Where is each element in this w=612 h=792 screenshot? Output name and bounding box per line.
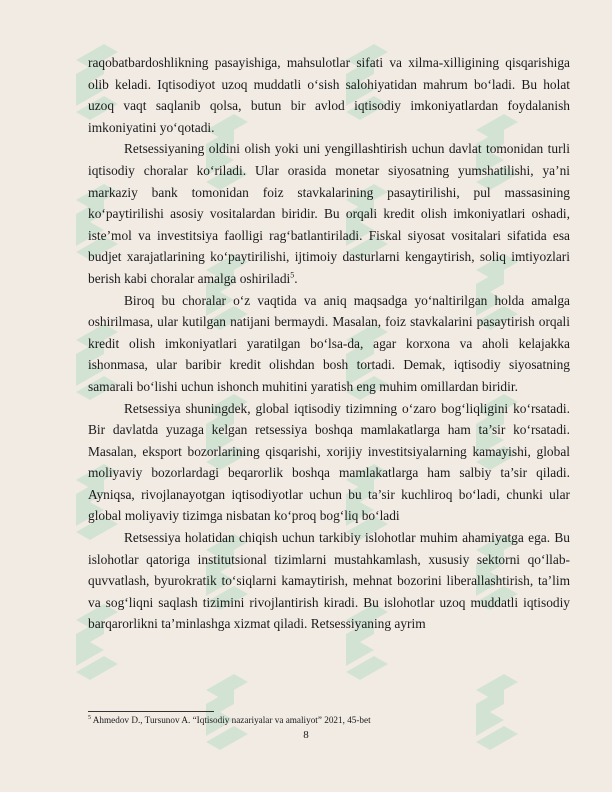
paragraph-text: Retsessiya shuningdek, global iqtisodiy tizimning o‘zaro bog‘liqligini ko‘rsatadi. Bir davlatda yuzaga kelgan retsessiya boshqa mamlakatlarga ham ta’sir ko‘rsatadi. Masalan, eksport bozorlarining qisqarishi, xorijiy investitsiyalarning kamayishi, global moliyaviy bozorlardagi beqarorlik boshqa mamlakatlarga ham salbiy ta’sir qiladi. Ayniqsa, rivojlanayotgan iqtisodiyotlar uchun bu ta’sir kuchliroq bo‘ladi, chunki ular global moliyaviy tizimga nisbatan ko‘proq bog‘liq bo‘ladi [88, 400, 570, 524]
footnote-marker: 5 [88, 714, 91, 721]
paragraph-5 [88, 527, 570, 635]
footnote-text: Ahmedov D., Tursunov A. “Iqtisodiy nazariyalar va amaliyot” 2021, 45-bet [91, 715, 371, 725]
paragraph-3 [88, 290, 570, 398]
paragraph-1 [88, 52, 570, 138]
paragraph-text: Biroq bu choralar o‘z vaqtida va aniq maqsadga yo‘naltirilgan holda amalga oshirilmasa, ular kutilgan natijani bermaydi. Masalan, foiz stavkalarini pasaytirish orqali kredit olish imkoniyatlari yaratilgan bo‘lsa-da, agar korxona va aholi kelajakka ishonmasa, ular baribir kredit olishdan bosh tortadi. Demak, iqtisodiy siyosatning samarali bo‘lishi uchun ishonch muhitini yaratish eng muhim omillardan biridir. [88, 292, 570, 394]
footnote [88, 714, 570, 726]
paragraph-text: raqobatbardoshlikning pasayishiga, mahsulotlar sifati va xilma-xilligining qisqarishiga olib keladi. Iqtisodiyot uzoq muddatli o‘sish salohiyatidan mahrum bo‘ladi. Bu holat uzoq vaqt saqlanib qolsa, butun bir avlod iqtisodiy imkoniyatlardan foydalanish imkoniyatini yo‘qotadi. [88, 55, 570, 135]
paragraph-text: Retsessiya holatidan chiqish uchun tarkibiy islohotlar muhim ahamiyatga ega. Bu islohotlar qatoriga institutsional tizimlarni mustahkamlash, xususiy sektorni qo‘llab-quvvatlash, byurokratik to‘siqlarni kamaytirish, mehnat bozorini liberallashtirish, ta’lim va sog‘liqni saqlash tizimini rivojlantirish kiradi. Bu islohotlar uzoq muddatli iqtisodiy barqarorlikni ta’minlashga xizmat qiladi. Retsessiyaning ayrim [88, 530, 570, 632]
page-body [88, 52, 570, 635]
paragraph-4 [88, 398, 570, 528]
footnote-reference[interactable]: 5 [290, 270, 295, 280]
paragraph-2: Retsessiyaning oldini olish yoki uni yengillashtirish uchun davlat tomonidan turli iqtisodiy choralar ko‘riladi. Ular orasida monetar siyosatning yumshatilishi, ya’ni markaziy bank tomonidan foiz stavkalarining pasaytirilishi, pul massasining ko‘paytirilishi asosiy vositalardan biridir. Bu orqali kredit olish imkoniyatlari oshadi, iste’mol va investitsiya faolligi rag‘batlantiriladi. Fiskal siyosat vositalari sifatida esa budjet xarajatlarining ko‘paytirilishi, ijtimoiy dasturlarni kengaytirish, soliq imtiyozlari berish kabi choralar amalga oshiriladi$^5$. [88, 141, 570, 286]
footnote-separator [88, 711, 214, 712]
paragraph-text: Retsessiyaning oldini olish yoki uni yengillashtirish uchun davlat tomonidan turli iqtisodiy choralar ko‘riladi. Ular orasida monetar siyosatning yumshatilishi, ya’ni markaziy bank tomonidan foiz stavkalarining pasaytirilishi, pul massasining ko‘paytirilishi asosiy vositalardan biridir. Bu orqali kredit olish imkoniyatlari oshadi, iste’mol va investitsiya faolligi rag‘batlantiriladi. Fiskal siyosat vositalari sifatida esa budjet xarajatlarining ko‘paytirilishi, ijtimoiy dasturlarni kengaytirish, soliq imtiyozlari berish kabi choralar amalga oshiriladi [88, 141, 570, 286]
page-number: 8 [303, 729, 309, 741]
